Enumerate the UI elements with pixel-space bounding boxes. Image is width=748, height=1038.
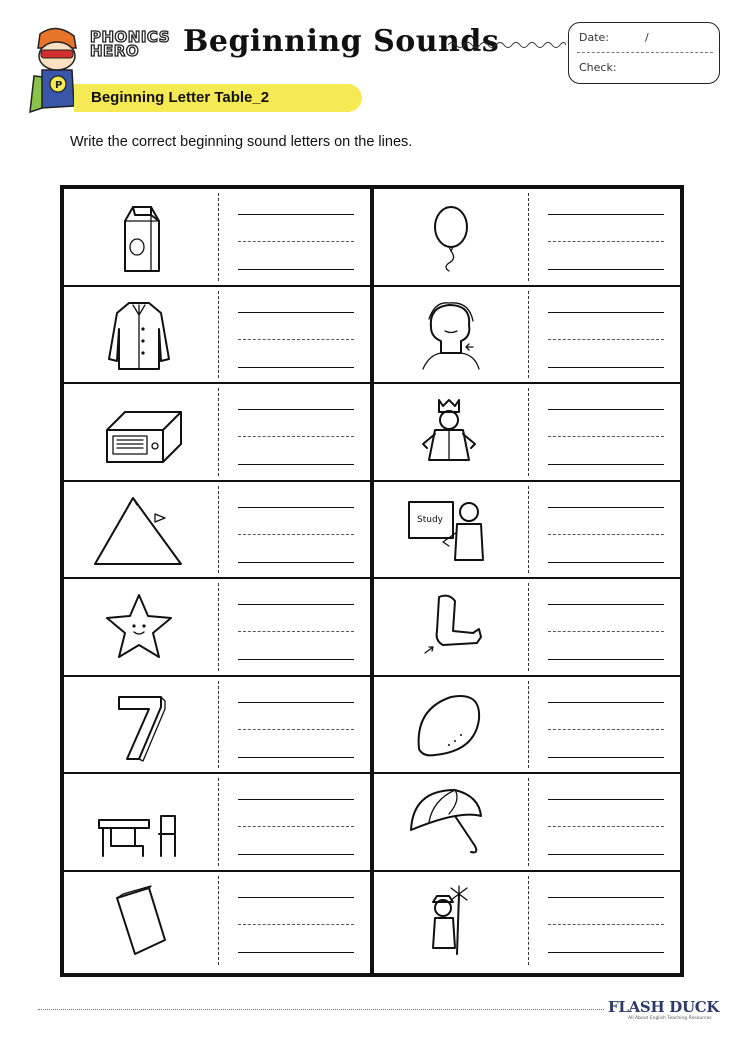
writing-line-mid[interactable]: [548, 534, 664, 535]
writing-line-top[interactable]: [238, 214, 354, 215]
writing-line-top[interactable]: [238, 507, 354, 508]
date-label: Date:: [579, 31, 609, 44]
writing-line-mid[interactable]: [548, 241, 664, 242]
banner-text: Beginning Letter Table_2: [91, 89, 270, 106]
king-icon: [399, 396, 499, 470]
row-divider-dashed: [218, 876, 219, 966]
table-row: [374, 189, 680, 287]
svg-text:P: P: [55, 80, 63, 91]
footer-brand-name: FLASH DUCK: [608, 998, 720, 1016]
writing-line-base[interactable]: [238, 464, 354, 465]
writing-line-top[interactable]: [548, 897, 664, 898]
row-divider-dashed: [528, 291, 529, 379]
row-divider-dashed: [218, 388, 219, 476]
writing-line-top[interactable]: [238, 312, 354, 313]
table-row: [374, 482, 680, 580]
writing-line-top[interactable]: [238, 702, 354, 703]
check-label: Check:: [579, 61, 617, 74]
row-divider-dashed: [218, 681, 219, 769]
table-row: [64, 579, 370, 677]
writing-line-base[interactable]: [548, 854, 664, 855]
writing-line-mid[interactable]: [238, 534, 354, 535]
worksheet-banner: [74, 84, 362, 112]
date-slash: /: [645, 31, 649, 44]
brand-line-1: PHONICS: [90, 28, 171, 46]
balloon-icon: [399, 201, 499, 275]
writing-line-mid[interactable]: [238, 339, 354, 340]
elbow-icon: [399, 591, 499, 665]
writing-line-top[interactable]: [238, 897, 354, 898]
table-row: [64, 677, 370, 775]
row-divider-dashed: [528, 778, 529, 866]
toaster-icon: [89, 396, 189, 470]
milk-carton-icon: [89, 201, 189, 275]
row-divider-dashed: [218, 778, 219, 866]
table-row: [64, 384, 370, 482]
writing-line-top[interactable]: [548, 799, 664, 800]
mountain-icon: [89, 494, 189, 568]
writing-line-top[interactable]: [548, 409, 664, 410]
footer-brand-logo: [608, 996, 723, 1022]
worksheet-table: [60, 185, 684, 977]
writing-line-base[interactable]: [238, 659, 354, 660]
writing-line-mid[interactable]: [548, 631, 664, 632]
chimney-sweep-icon: [399, 884, 499, 958]
writing-line-mid[interactable]: [548, 826, 664, 827]
teacher-icon: [399, 494, 499, 568]
writing-line-base[interactable]: [238, 854, 354, 855]
lemon-icon: [399, 689, 499, 763]
writing-line-mid[interactable]: [238, 826, 354, 827]
brand-line-2: HERO: [90, 42, 140, 60]
writing-line-top[interactable]: [548, 214, 664, 215]
table-row: [64, 774, 370, 872]
writing-line-top[interactable]: [548, 312, 664, 313]
page-title: Beginning Sounds: [183, 24, 500, 59]
writing-line-base[interactable]: [238, 367, 354, 368]
writing-line-mid[interactable]: [238, 631, 354, 632]
row-divider-dashed: [528, 193, 529, 281]
table-row: [64, 482, 370, 580]
coat-icon: [89, 299, 189, 373]
writing-line-base[interactable]: [238, 952, 354, 953]
table-row: [374, 579, 680, 677]
writing-line-base[interactable]: [238, 269, 354, 270]
writing-line-base[interactable]: [548, 757, 664, 758]
row-divider-dashed: [528, 583, 529, 671]
row-divider-dashed: [218, 486, 219, 574]
bag-icon: [89, 884, 189, 958]
date-check-box: [568, 22, 720, 84]
table-row: [64, 872, 370, 970]
table-row: [374, 384, 680, 482]
writing-line-mid[interactable]: [238, 729, 354, 730]
table-row: [374, 774, 680, 872]
writing-line-mid[interactable]: [238, 924, 354, 925]
footer-tagline: All About English Teaching Resources: [628, 1016, 712, 1021]
writing-line-base[interactable]: [548, 659, 664, 660]
writing-line-mid[interactable]: [548, 924, 664, 925]
star-icon: [89, 591, 189, 665]
number-seven-icon: [89, 689, 189, 763]
writing-line-base[interactable]: [548, 367, 664, 368]
table-right-column: [374, 189, 680, 973]
desk-chair-icon: [89, 786, 189, 860]
table-row: [374, 677, 680, 775]
row-divider-dashed: [528, 388, 529, 476]
instructions: Write the correct beginning sound letters on the lines.: [70, 134, 413, 150]
row-divider-dashed: [218, 193, 219, 281]
writing-line-mid[interactable]: [548, 339, 664, 340]
writing-line-top[interactable]: [238, 799, 354, 800]
writing-line-top[interactable]: [548, 604, 664, 605]
footer-dotted-line: [38, 1009, 604, 1010]
date-box-divider: [577, 52, 713, 53]
umbrella-icon: [399, 786, 499, 860]
table-row: [64, 287, 370, 385]
row-divider-dashed: [218, 291, 219, 379]
brand-logo: [90, 30, 176, 58]
writing-line-top[interactable]: [548, 702, 664, 703]
table-row: [374, 872, 680, 970]
writing-line-mid[interactable]: [238, 436, 354, 437]
writing-line-base[interactable]: [548, 562, 664, 563]
writing-line-mid[interactable]: [238, 241, 354, 242]
row-divider-dashed: [528, 486, 529, 574]
writing-line-top[interactable]: [548, 507, 664, 508]
writing-line-base[interactable]: [238, 562, 354, 563]
row-divider-dashed: [528, 681, 529, 769]
writing-line-mid[interactable]: [548, 436, 664, 437]
writing-line-base[interactable]: [548, 952, 664, 953]
writing-line-base[interactable]: [548, 464, 664, 465]
table-row: [374, 287, 680, 385]
writing-line-mid[interactable]: [548, 729, 664, 730]
squiggle-divider: [448, 38, 566, 52]
table-row: [64, 189, 370, 287]
row-divider-dashed: [528, 876, 529, 966]
writing-line-top[interactable]: [238, 604, 354, 605]
table-left-column: [64, 189, 370, 973]
row-divider-dashed: [218, 583, 219, 671]
neck-icon: [399, 299, 499, 373]
writing-line-top[interactable]: [238, 409, 354, 410]
board-text: Study: [417, 514, 443, 525]
writing-line-base[interactable]: [548, 269, 664, 270]
writing-line-base[interactable]: [238, 757, 354, 758]
